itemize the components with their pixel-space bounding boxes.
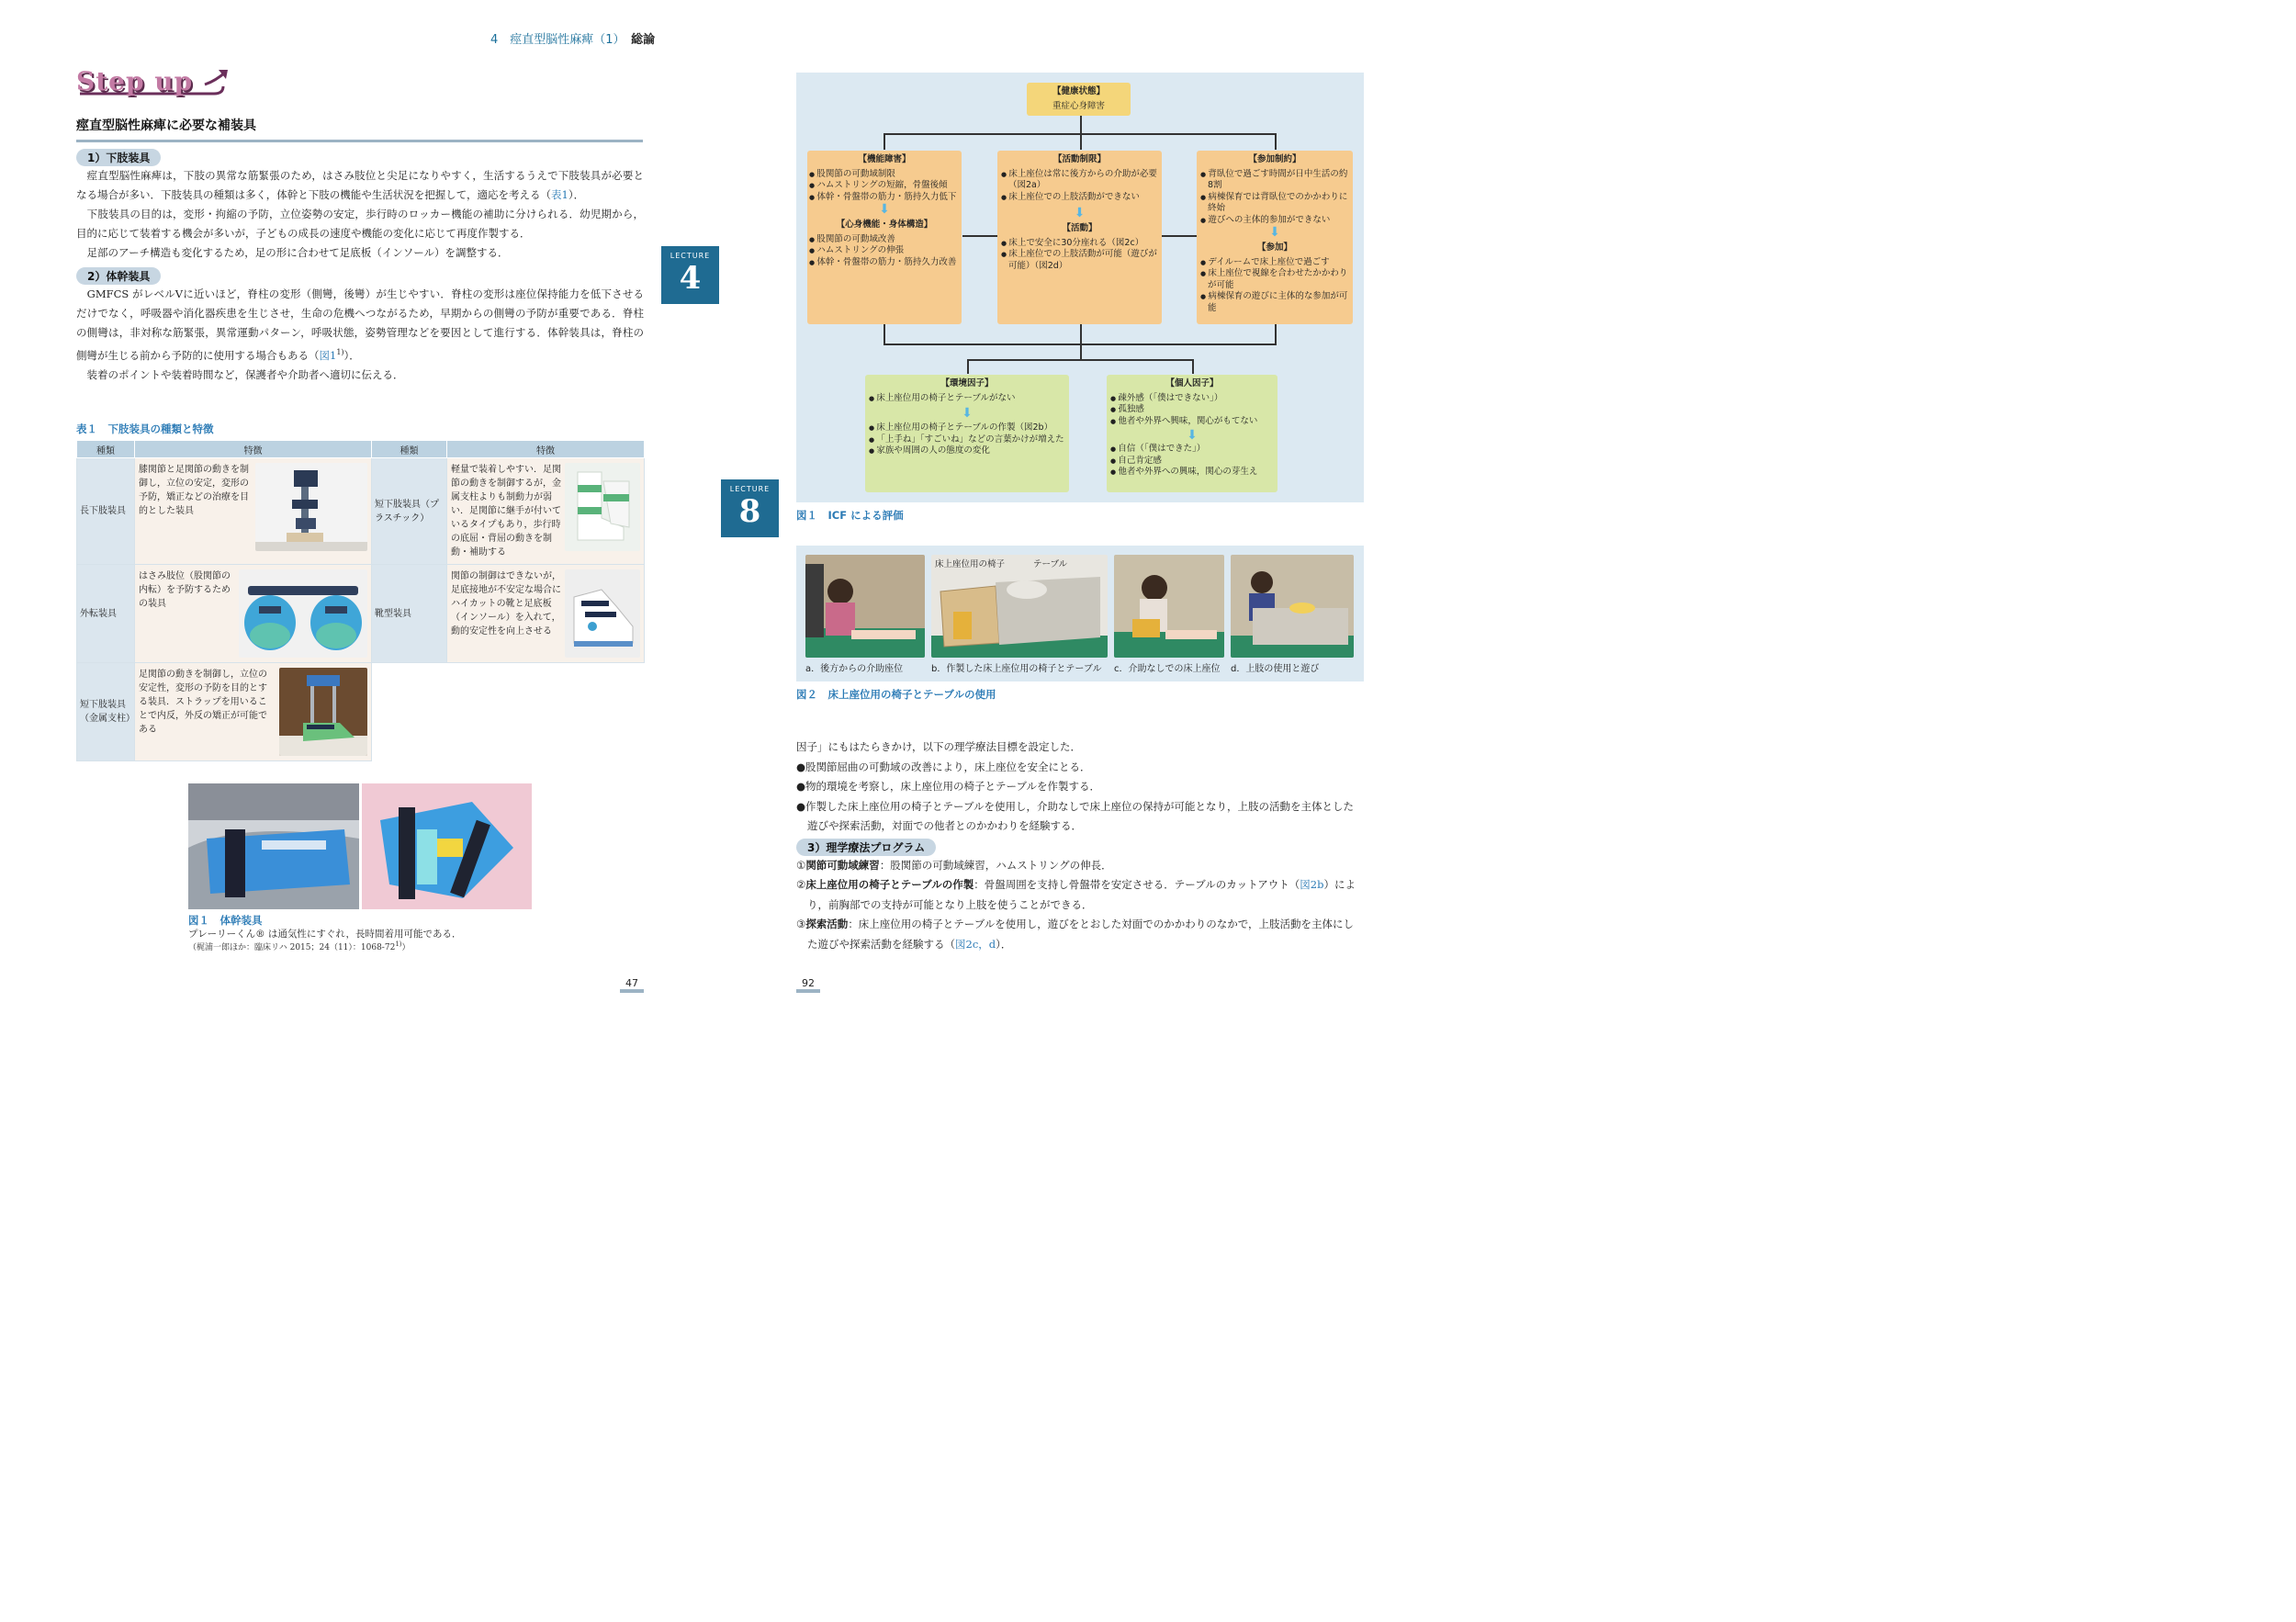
arrow-down-icon: ⬇ bbox=[1269, 225, 1280, 240]
paragraph: 足部のアーチ構造も変化するため，足の形に合わせて足底板（インソール）を調整する． bbox=[76, 246, 509, 259]
participation-box: 【参加制約】 ● 背臥位で過ごす時間が日中生活の約8割 ● 病棟保育では背臥位でのかかわりに終始 ● 遊びへの主体的参加ができない ⬇ 【参加】 ● デイルームで床上座位で過ごす ● 床上座位で視線を合わせたかかわりが可能 ● 病棟保育の遊びに主体的な参加が可能 bbox=[1197, 151, 1353, 324]
figure-note: プレーリーくん® は通気性にすぐれ，長時間着用可能である． bbox=[188, 929, 462, 940]
section-title: 痙直型脳性麻痺に必要な補装具 bbox=[76, 116, 643, 142]
photo-d-upper-limb-play bbox=[1231, 555, 1354, 658]
lower-limb-text bbox=[76, 166, 644, 263]
orthosis-table bbox=[76, 440, 644, 761]
plastic-afo-photo bbox=[565, 463, 640, 551]
personal-factors-box: 【個人因子】 ● 疎外感（「僕はできない」） ● 孤独感 ● 他者や外界へ興味，関心がもてない ⬇ ● 自信（「僕はできた」） ● 自己肯定感 ● 他者や外界への興味，関心の芽生え bbox=[1107, 375, 1277, 492]
photo-c-label: c．介助なしでの床上座位 bbox=[1114, 664, 1221, 674]
running-head-title: 総論 bbox=[631, 33, 656, 47]
program-item: ③探索活動：床上座位用の椅子とテーブルを使用し，遊びをとおした対面でのかかわりのなかで，上肢活動を主体にした遊びや探索活動を経験する（図2c，d）． bbox=[796, 918, 1355, 951]
icf-figure-caption: 図１ ICF による評価 bbox=[796, 509, 904, 522]
program-item: ②床上座位用の椅子とテーブルの作製：骨盤周囲を支持し骨盤帯を安定させる．テーブルのカットアウト（図2b）により，前胸部での支持が可能となり上肢を使うことができる． bbox=[796, 878, 1356, 911]
chair-table-figure bbox=[796, 546, 1364, 681]
photo-b-chair-label: 床上座位用の椅子 bbox=[935, 559, 1006, 569]
type-cell: 短下肢装具（プラスチック） bbox=[372, 458, 447, 565]
goal-item: ●股関節屈曲の可動域の改善により，床上座位を安全にとる． bbox=[796, 760, 1091, 773]
trunk-text bbox=[76, 285, 644, 385]
intro-text: 因子」にもはたらきかけ，以下の理学療法目標を設定した． bbox=[796, 740, 1082, 753]
paragraph: 痙直型脳性麻痺は，下肢の異常な筋緊張のため，はさみ肢位と尖足になりやすく，生活するうえで下肢装具が必要となる場合が多い．下肢装具の種類は多く，体幹と下肢の機能や生活状況を把握して，適応を考える（表1）． bbox=[76, 169, 644, 201]
figure-ref-link[interactable]: 図2b bbox=[1300, 878, 1324, 891]
table-header: 特徴 bbox=[135, 441, 372, 458]
long-leg-brace-photo bbox=[255, 463, 367, 551]
running-head-chapter: 4 痙直型脳性麻痺（1） bbox=[490, 33, 620, 47]
step-up-text: Step up bbox=[76, 66, 194, 96]
chair-table-figure-caption: 図２ 床上座位用の椅子とテーブルの使用 bbox=[796, 688, 996, 701]
type-cell: 靴型装具 bbox=[372, 565, 447, 663]
paragraph: 装着のポイントや装着時間など，保護者や介助者へ適切に伝える． bbox=[76, 367, 404, 381]
figure-source: （梶浦一郎ほか：臨床リハ 2015；24（11）：1068-72$^{1)}$） bbox=[188, 941, 411, 952]
arrow-down-icon: ⬇ bbox=[962, 406, 973, 421]
goal-item: ●作製した床上座位用の椅子とテーブルを使用し，介助なしで床上座位の保持が可能となり，上肢の活動を主体とした遊びや探索活動，対面での他者とのかかわりを経験する． bbox=[796, 799, 1355, 832]
lecture-number: 8 bbox=[738, 493, 761, 530]
activity-box: 【活動制限】 ● 床上座位は常に後方からの介助が必要（図2a） ● 床上座位での上肢活動ができない ⬇ 【活動】 ● 床上で安全に30分座れる（図2c） ● 床上座位での上肢活動が可能（遊びが可能）（図2d） bbox=[997, 151, 1162, 324]
goal-item: ●物的環境を考察し，床上座位用の椅子とテーブルを作製する． bbox=[796, 780, 1101, 793]
table-caption: 表１ 下肢装具の種類と特徴 bbox=[76, 422, 214, 435]
table-ref-link[interactable]: 表1 bbox=[551, 188, 568, 201]
table-row bbox=[77, 663, 645, 761]
feature-cell: 軽量で装着しやすい．足関節の動きを制御するが，金属支柱よりも制動力が弱い．足関節に継手が付いているタイプもあり，歩行時の底屈・背屈の動きを制動・補助する bbox=[451, 465, 561, 558]
program-item: ①関節可動域練習：股関節の可動域練習，ハムストリングの伸長． bbox=[796, 858, 1112, 872]
icf-diagram bbox=[796, 73, 1364, 502]
feature-cell: 膝関節と足関節の動きを制御し，立位の安定，変形の予防，矯正などの治療を目的とした装具 bbox=[139, 465, 249, 516]
photo-b-table-label: テーブル bbox=[1033, 559, 1068, 569]
body-function-box: 【機能障害】 ● 股関節の可動域制限 ● ハムストリングの短縮，骨盤後傾 ● 体幹・骨盤帯の筋力・筋持久力低下 ⬇ 【心身機能・身体構造】 ● 股関節の可動域改善 ● ハムストリングの伸張 ● 体幹・骨盤帯の筋力・筋持久力改善 bbox=[807, 151, 962, 324]
lecture-number: 4 bbox=[679, 260, 702, 297]
figure-caption: 図１ 体幹装具 bbox=[188, 914, 263, 927]
feature-cell: 関節の制御はできないが，足底接地が不安定な場合にハイカットの靴と足底板（インソール）を入れて，動的安定性を向上させる bbox=[451, 571, 561, 636]
trunk-brace-photo bbox=[362, 783, 532, 909]
health-condition-box: 【健康状態】 重症心身障害 bbox=[1027, 83, 1131, 116]
left-page bbox=[0, 0, 720, 1019]
arrow-down-icon: ⬇ bbox=[879, 202, 890, 217]
orthopedic-shoe-photo bbox=[565, 569, 640, 658]
metal-afo-photo bbox=[279, 668, 367, 756]
subsection-trunk-title: 2）体幹装具 bbox=[76, 267, 161, 285]
table-header: 種類 bbox=[77, 441, 135, 458]
photo-a-assisted-sitting bbox=[805, 555, 925, 658]
arrow-down-icon: ⬇ bbox=[1074, 206, 1086, 220]
arrow-down-icon: ⬇ bbox=[1187, 428, 1198, 443]
table-row bbox=[77, 458, 645, 565]
figure-ref-link[interactable]: 図2c，d bbox=[955, 937, 996, 951]
type-cell: 外転装具 bbox=[77, 565, 135, 663]
photo-c-independent-sitting bbox=[1114, 555, 1224, 658]
photo-b-label: b．作製した床上座位用の椅子とテーブル bbox=[931, 664, 1102, 674]
subsection-lower-limb-title: 1）下肢装具 bbox=[76, 149, 161, 166]
type-cell: 短下肢装具（金属支柱） bbox=[77, 663, 135, 761]
lecture-tab[interactable] bbox=[661, 246, 719, 304]
trunk-brace-worn-photo bbox=[188, 783, 359, 909]
photo-d-label: d．上肢の使用と遊び bbox=[1231, 664, 1320, 674]
paragraph: GMFCS がレベルⅤに近いほど，脊柱の変形（側彎，後彎）が生じやすい．脊柱の変形は座位保持能力を低下させるだけでなく，呼吸器や消化器疾患を生じさせ，生命の危機へつながるため，早期からの側彎の予防が重要である．脊柱の側彎は，非対称な筋緊張，異常運動パターン，呼吸状態，姿勢管理などを要因として進行する．体幹装具は，脊柱の側彎が生じる前から予防的に使用する場合もある（図1$^{1)}$）． bbox=[76, 287, 644, 362]
page-number: 47 bbox=[620, 977, 644, 993]
feature-cell: 足関節の動きを制御し，立位の安定性，変形の予防を目的とする装具．ストラップを用いることで内反，外反の矯正が可能である bbox=[139, 670, 267, 735]
figure-ref-link[interactable]: 図1 bbox=[319, 348, 337, 362]
lecture-label: LECTURE bbox=[729, 485, 771, 493]
page-number: 92 bbox=[796, 977, 820, 993]
goals-section bbox=[796, 738, 1364, 954]
photo-b-chair-and-table bbox=[931, 555, 1108, 658]
lecture-label: LECTURE bbox=[670, 252, 711, 260]
program-title: 3）理学療法プログラム bbox=[796, 839, 936, 856]
table-row bbox=[77, 565, 645, 663]
environmental-factors-box: 【環境因子】 ● 床上座位用の椅子とテーブルがない ⬇ ● 床上座位用の椅子とテーブルの作製（図2b） ● 「上手ね」「すごいね」などの言葉かけが増えた ● 家族や周囲の人の態度の変化 bbox=[865, 375, 1069, 492]
lecture-tab[interactable] bbox=[721, 479, 779, 537]
abduction-brace-photo bbox=[239, 569, 367, 658]
feature-cell: はさみ肢位（股関節の内転）を予防するための装具 bbox=[139, 571, 231, 609]
running-head bbox=[490, 29, 655, 47]
type-cell: 長下肢装具 bbox=[77, 458, 135, 565]
table-header: 特徴 bbox=[447, 441, 645, 458]
step-up-logo bbox=[76, 66, 228, 101]
paragraph: 下肢装具の目的は，変形・拘縮の予防，立位姿勢の安定，歩行時のロッカー機能の補助に分けられる．幼児期から，目的に応じて装着する機会が多いが，子どもの成長の速度や機能の変化に応じて再度作製する． bbox=[76, 208, 644, 240]
table-header: 種類 bbox=[372, 441, 447, 458]
photo-a-label: a．後方からの介助座位 bbox=[805, 664, 904, 674]
